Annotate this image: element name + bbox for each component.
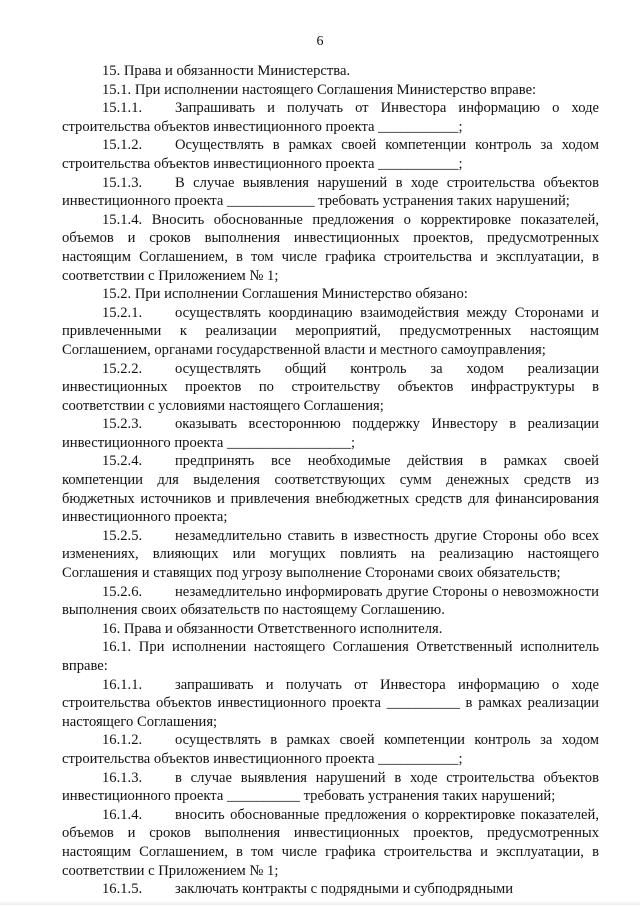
clause-number: 15.1.2. xyxy=(102,137,143,154)
clause: 15.1.4. Вносить обоснованные предложения о корректировке показателей, объемов и сроков выполнения инвестиционных проектов, предусмотренных настоящим Соглашением, в том числе графика строительства и эксплуатации, в соответствии с Приложением № 1; xyxy=(62,211,599,284)
clause-number: 15.2.6. xyxy=(102,583,143,600)
clause-number: 15.2.3. xyxy=(102,416,143,433)
clause-number: 15.1.3. xyxy=(102,174,143,191)
clause-number: 15.2.1. xyxy=(102,304,143,321)
clause-number: 16.1.1. xyxy=(102,676,143,693)
section-heading: 15. Права и обязанности Министерства. xyxy=(102,63,351,79)
clause xyxy=(62,415,599,452)
clause-text: вносить обоснованные предложения о корректировке показателей, объемов и сроков выполнения инвестиционных проектов, предусмотренных настоящим Соглашением, в том числе графика строительства и эксплуатации, в соответствии с Приложением № 1; xyxy=(62,806,599,879)
clause xyxy=(62,583,599,620)
clause xyxy=(62,452,599,526)
clause-text: осуществлять координацию взаимодействия между Сторонами и привлеченными к реализации мероприятий, предусмотренных настоящим Соглашением, органами государственной власти и местного самоуправления; xyxy=(62,304,599,358)
scan-edge xyxy=(0,901,640,905)
clause xyxy=(62,174,599,211)
clause-text: осуществлять общий контроль за ходом реализации инвестиционных проектов по строительству объектов инфраструктуры в соответствии с условиями настоящего Соглашения; xyxy=(62,360,599,414)
clause-text: незамедлительно информировать другие Стороны о невозможности выполнения своих обязательств по настоящему Соглашению. xyxy=(62,583,599,619)
clause xyxy=(62,99,599,136)
clause-text: Осуществлять в рамках своей компетенции контроль за ходом строительства объектов инвестиционного проекта ___________; xyxy=(62,137,599,172)
clause xyxy=(62,806,599,880)
section-heading: 16. Права и обязанности Ответственного исполнителя. xyxy=(102,620,443,637)
clause-text: в случае выявления нарушений в ходе строительства объектов инвестиционного проекта __________ требовать устранения таких нарушений; xyxy=(62,769,599,805)
clause-text: незамедлительно ставить в известность другие Стороны обо всех изменениях, влияющих или могущих повлиять на реализацию настоящего Соглашения и ставящих под угрозу выполнение Сторонами своих обязательств; xyxy=(62,527,599,582)
clause-number: 15.2.5. xyxy=(102,527,143,544)
clause xyxy=(62,676,599,732)
clause-text: В случае выявления нарушений в ходе строительства объектов инвестиционного проекта ____________ требовать устранения таких нарушений; xyxy=(62,174,599,210)
clause xyxy=(62,304,599,360)
page-number: 6 xyxy=(316,34,324,49)
clause-number: 16.1.3. xyxy=(102,769,143,786)
clause-text: запрашивать и получать от Инвестора информацию о ходе строительства объектов инвестиционного проекта __________ в рамках реализации настоящего Соглашения; xyxy=(62,676,599,730)
clause xyxy=(62,527,599,583)
clause: 15.2. При исполнении Соглашения Министерство обязано: xyxy=(102,286,468,303)
clause xyxy=(62,731,599,768)
clause-text: Запрашивать и получать от Инвестора информацию о ходе строительства объектов инвестиционного проекта ___________; xyxy=(62,100,599,135)
clause: 16.1. При исполнении настоящего Соглашения Ответственный исполнитель вправе: xyxy=(62,639,599,674)
clause-text: заключать контракты с подрядными и субподрядными xyxy=(175,881,514,898)
clause: 15.1. При исполнении настоящего Соглашения Министерство вправе: xyxy=(102,81,537,98)
clause-text: осуществлять в рамках своей компетенции контроль за ходом строительства объектов инвестиционного проекта ___________; xyxy=(62,732,599,767)
document-body xyxy=(62,62,599,899)
clause xyxy=(62,880,599,899)
clause-number: 16.1.4. xyxy=(102,806,143,823)
clause xyxy=(62,769,599,806)
clause-text: предпринять все необходимые действия в рамках своей компетенции для выделения соответствующих сумм денежных средств из бюджетных источников и привлечения внебюджетных средств для финансирования инвестиционного проекта; xyxy=(62,453,599,526)
clause-text: оказывать всестороннюю поддержку Инвестору в реализации инвестиционного проекта _________________; xyxy=(62,416,599,451)
clause xyxy=(62,136,599,173)
clause-number: 16.1.2. xyxy=(102,732,143,749)
clause-number: 15.1.1. xyxy=(102,100,143,117)
clause-number: 16.1.5. xyxy=(102,881,143,898)
clause-number: 15.2.4. xyxy=(102,453,143,470)
clause-number: 15.2.2. xyxy=(102,360,143,377)
clause xyxy=(62,360,599,416)
